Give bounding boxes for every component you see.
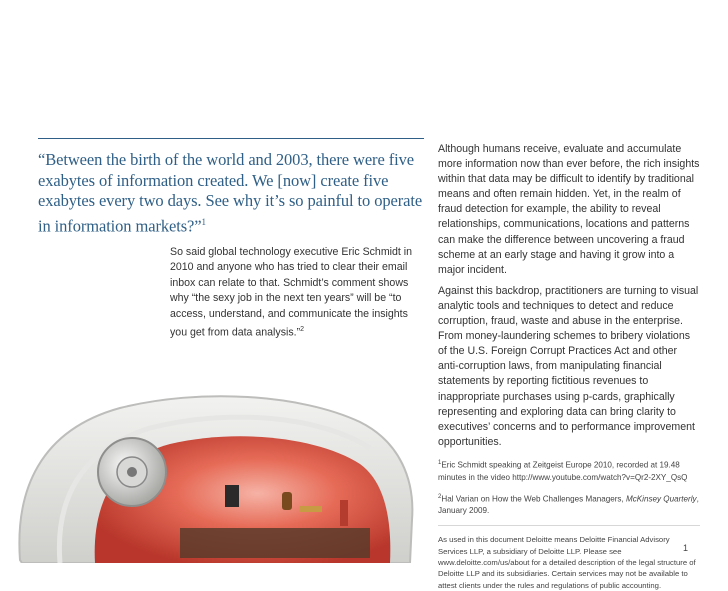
footnote-divider	[438, 525, 700, 526]
scroll-wheel	[98, 438, 166, 506]
attribution-footnote-ref: 2	[300, 326, 305, 334]
footnote-2-text-after: , January 2009.	[438, 494, 699, 516]
capacitor-component	[282, 492, 292, 510]
footnote-2-text-before: Hal Varian on How the Web Challenges Managers,	[441, 494, 626, 504]
legal-disclaimer: As used in this document Deloitte means Deloitte Financial Advisory Services LLP, a subsidiary of Deloitte LLP. Please see www.deloitte.com/us/about for a detailed description of the legal structure of Deloitte LLP and its subsidiaries. Certain services may not be available to attest clients under the rules and regulations of public accounting.	[438, 535, 696, 590]
footnote-1	[438, 457, 700, 484]
side-component	[340, 500, 348, 526]
right-column	[438, 142, 700, 591]
footnote-2-source: McKinsey Quarterly	[625, 494, 697, 504]
footnote-2	[438, 491, 700, 518]
footnote-2-number: 2	[438, 493, 442, 500]
attribution-text: So said global technology executive Eric Schmidt in 2010 and anyone who has tried to clear their email inbox can relate to that. Schmidt’s comment shows why “the sexy job in the next ten years” will be “to access, understand, and communicate the insights you get from data analysis.”	[170, 246, 413, 339]
footnote-1-text: Eric Schmidt speaking at Zeitgeist Europe 2010, recorded at 19.48 minutes in the video http://www.youtube.com/watch?v=Qr2-2XY_QsQ	[438, 460, 688, 482]
body-paragraph-2: Against this backdrop, practitioners are turning to visual analytic tools and techniques to detect and reduce corruption, fraud, waste and abuse in the enterprise. From money-laundering schemes to bribery violations of the U.S. Foreign Corrupt Practices Act and other anti-corruption laws, from manipulating financial statements by reporting fictitious revenues to inappropriate purchases using p-cards, graphically representing and exploring data can bring clarity to executives’ concerns and to performance improvement opportunities.	[438, 284, 699, 448]
chip-component	[225, 485, 239, 507]
body-paragraph-1: Although humans receive, evaluate and accumulate more information now than ever before, the rich insights within that data may be difficult to identify by traditional means and often remain hidden. Yet, in the realm of fraud detection for example, the ability to reveal relationships, communications, locations and patterns can make the difference between uncovering a fraud scheme at an early stage and having it grow into a major incident.	[438, 143, 700, 276]
pull-quote-text: “Between the birth of the world and 2003, there were five exabytes of information created. We [now] create five exabytes every two days. See why it’s so painful to operate in information markets?”	[38, 150, 423, 235]
computer-mouse-cutaway-photo	[0, 360, 420, 563]
quote-rule	[38, 138, 424, 139]
footnote-1-number: 1	[438, 459, 442, 466]
pull-quote	[38, 150, 430, 237]
page-number: 1	[682, 543, 688, 553]
quote-attribution-paragraph	[170, 245, 425, 341]
pull-quote-footnote-ref: 1	[201, 216, 206, 227]
resistor-component	[300, 506, 322, 512]
circuit-board	[180, 528, 370, 558]
